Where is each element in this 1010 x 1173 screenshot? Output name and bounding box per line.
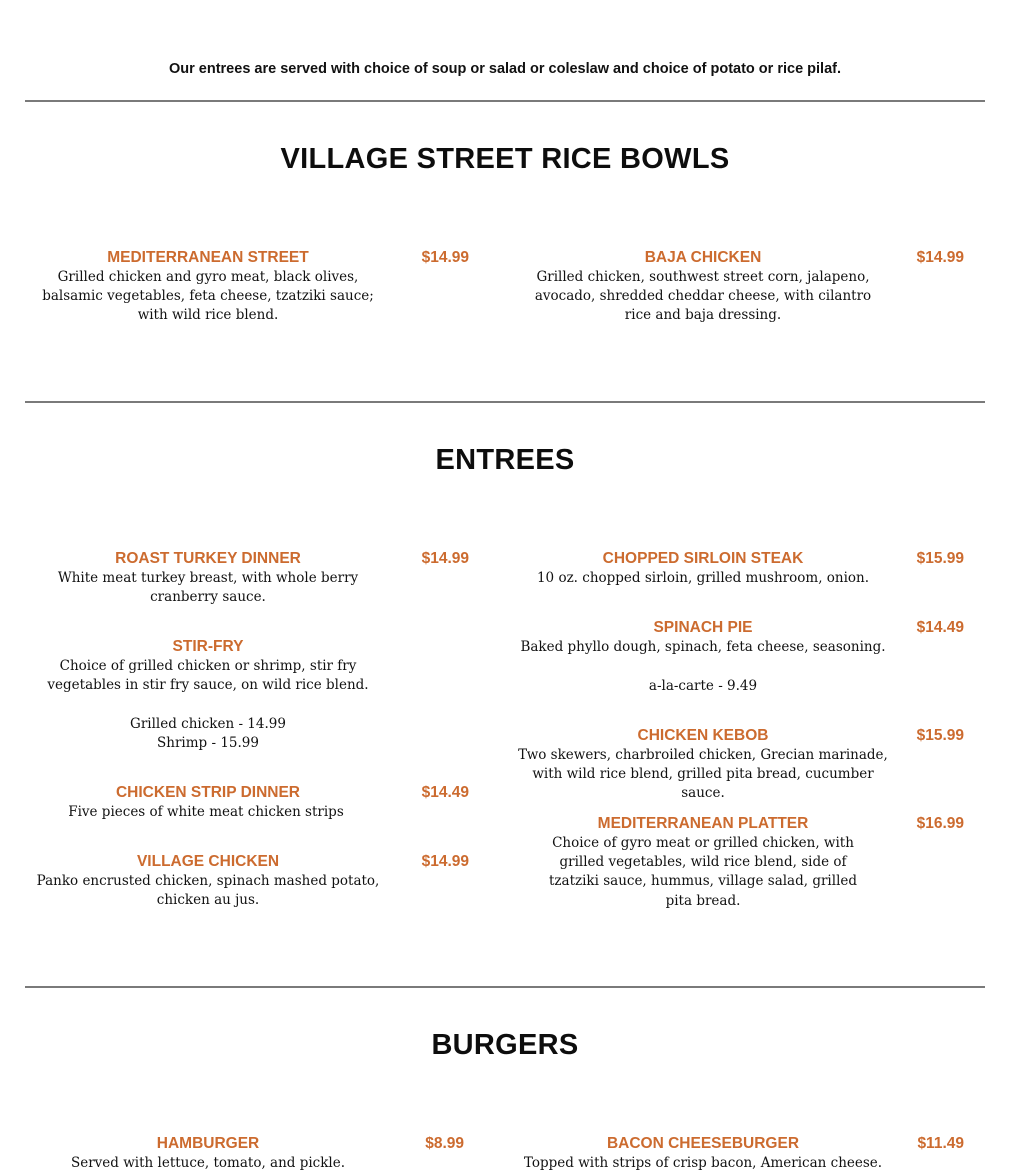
section-divider: [25, 401, 985, 403]
item-price: $14.49: [916, 619, 964, 636]
item-price: $15.99: [916, 727, 964, 744]
item-name: MEDITERRANEAN STREET: [107, 249, 309, 266]
section-divider: [25, 100, 985, 102]
section-title-burgers: BURGERS: [431, 1029, 579, 1061]
item-description: Grilled chicken, southwest street corn, jalapeno, avocado, shredded cheddar cheese, with cilantro rice and baja dressing.: [534, 269, 872, 324]
item-price: $14.99: [916, 249, 964, 266]
item-price: $14.99: [421, 853, 469, 870]
item-price: $16.99: [916, 815, 964, 832]
item-name: SPINACH PIE: [653, 619, 753, 636]
item-price: $14.99: [421, 550, 469, 567]
item-description: Served with lettuce, tomato, and pickle.: [70, 1155, 346, 1171]
item-description: Grilled chicken and gyro meat, black olives, balsamic vegetables, feta cheese, tzatziki sauce; with wild rice blend.: [42, 269, 374, 324]
item-description: Two skewers, charbroiled chicken, Grecian marinade, with wild rice blend, grilled pita bread, cucumber sauce.: [518, 747, 888, 802]
item-price: $14.49: [421, 784, 469, 801]
item-option-price: a-la-carte - 9.49: [648, 678, 758, 694]
item-name: STIR-FRY: [172, 638, 244, 655]
item-price: $15.99: [916, 550, 964, 567]
section-divider: [25, 986, 985, 988]
item-price: $14.99: [421, 249, 469, 266]
item-name: VILLAGE CHICKEN: [136, 853, 280, 870]
item-name: BAJA CHICKEN: [644, 249, 762, 266]
item-price: $8.99: [425, 1135, 464, 1152]
item-name: ROAST TURKEY DINNER: [115, 550, 301, 567]
item-name: CHICKEN STRIP DINNER: [115, 784, 300, 801]
item-description: Panko encrusted chicken, spinach mashed potato, chicken au jus.: [36, 873, 380, 909]
section-title-entrees: ENTREES: [435, 444, 575, 476]
entree-sides-note: Our entrees are served with choice of soup or salad or coleslaw and choice of potato or rice pilaf.: [168, 61, 841, 77]
item-option-price: Grilled chicken - 14.99: [130, 716, 286, 732]
item-description: Baked phyllo dough, spinach, feta cheese, seasoning.: [520, 639, 886, 655]
item-description: 10 oz. chopped sirloin, grilled mushroom, onion.: [536, 570, 870, 586]
item-name: CHOPPED SIRLOIN STEAK: [602, 550, 804, 567]
item-description: Choice of gyro meat or grilled chicken, with grilled vegetables, wild rice blend, side of tzatziki sauce, hummus, village salad, grilled pita bread.: [548, 835, 858, 909]
item-description: Choice of grilled chicken or shrimp, stir fry vegetables in stir fry sauce, on wild rice blend.: [47, 658, 369, 694]
section-title-rice-bowls: VILLAGE STREET RICE BOWLS: [280, 143, 730, 175]
item-name: BACON CHEESEBURGER: [606, 1135, 800, 1152]
item-description: Topped with strips of crisp bacon, American cheese.: [523, 1155, 883, 1171]
item-name: MEDITERRANEAN PLATTER: [597, 815, 809, 832]
item-name: HAMBURGER: [156, 1135, 260, 1152]
item-name: CHICKEN KEBOB: [637, 727, 769, 744]
item-price: $11.49: [917, 1135, 964, 1152]
item-option-price: Shrimp - 15.99: [157, 735, 259, 751]
item-description: Five pieces of white meat chicken strips: [68, 804, 344, 820]
item-description: White meat turkey breast, with whole berry cranberry sauce.: [57, 570, 359, 606]
